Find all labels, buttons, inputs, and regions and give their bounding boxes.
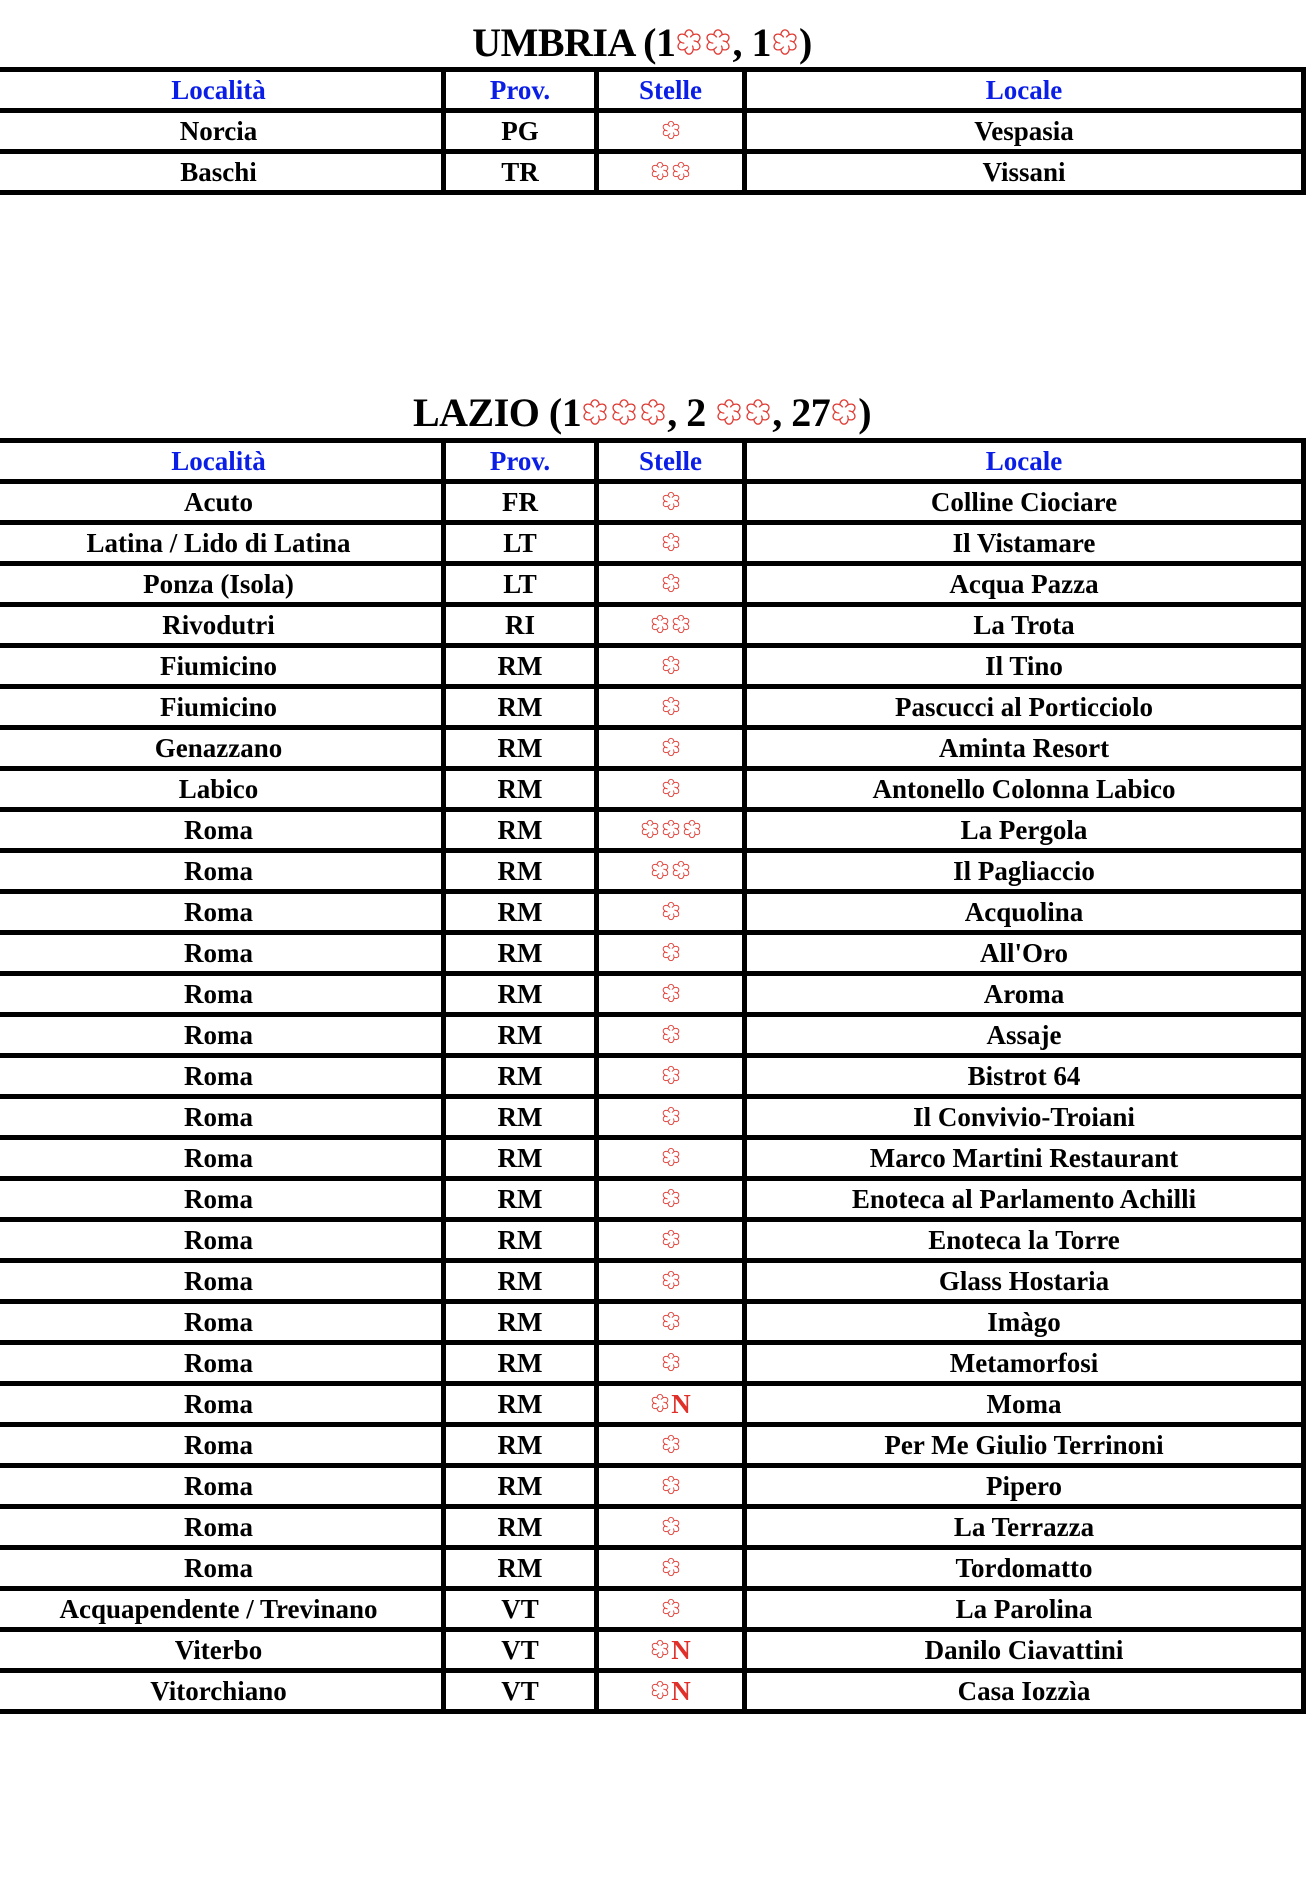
michelin-star-icon — [661, 1065, 681, 1085]
cell-stelle — [597, 564, 745, 605]
star-count: 2 — [686, 390, 716, 435]
cell-prov: RM — [444, 1548, 597, 1589]
cell-locale: La Trota — [745, 605, 1304, 646]
cell-stelle — [597, 1589, 745, 1630]
star-rating — [650, 614, 691, 634]
star-rating — [661, 491, 681, 511]
column-header-stelle: Stelle — [597, 70, 745, 111]
cell-prov: RM — [444, 687, 597, 728]
cell-localita: Roma — [0, 1548, 444, 1589]
cell-prov: TR — [444, 152, 597, 193]
table-row — [0, 1425, 1304, 1466]
cell-prov: PG — [444, 111, 597, 152]
cell-stelle — [597, 1671, 745, 1712]
cell-prov: RM — [444, 769, 597, 810]
star-rating — [661, 655, 681, 675]
michelin-star-icon — [640, 819, 660, 839]
michelin-star-icon — [744, 398, 772, 426]
cell-locale: La Terrazza — [745, 1507, 1304, 1548]
michelin-star-icon — [650, 614, 670, 634]
table-row — [0, 605, 1304, 646]
cell-locale: Acquolina — [745, 892, 1304, 933]
star-count: 1 — [655, 20, 676, 65]
cell-prov: VT — [444, 1589, 597, 1630]
table-row — [0, 1384, 1304, 1425]
cell-prov: RM — [444, 728, 597, 769]
cell-localita: Labico — [0, 769, 444, 810]
cell-stelle — [597, 1261, 745, 1302]
cell-locale: Imàgo — [745, 1302, 1304, 1343]
star-rating — [771, 28, 799, 56]
cell-locale: Vespasia — [745, 111, 1304, 152]
table-row — [0, 810, 1304, 851]
michelin-star-icon — [661, 1352, 681, 1372]
michelin-star-icon — [661, 1475, 681, 1495]
star-rating — [661, 532, 681, 552]
table-row — [0, 1343, 1304, 1384]
table-row — [0, 1179, 1304, 1220]
star-rating — [661, 1188, 681, 1208]
table-row — [0, 1220, 1304, 1261]
table-row — [0, 1630, 1304, 1671]
cell-stelle — [597, 1097, 745, 1138]
table-row — [0, 1466, 1304, 1507]
cell-locale: Il Tino — [745, 646, 1304, 687]
cell-locale: Per Me Giulio Terrinoni — [745, 1425, 1304, 1466]
cell-localita: Roma — [0, 974, 444, 1015]
table-row — [0, 482, 1304, 523]
cell-stelle — [597, 1179, 745, 1220]
star-rating — [661, 1434, 681, 1454]
cell-prov: RM — [444, 1384, 597, 1425]
michelin-star-icon — [661, 901, 681, 921]
table-row — [0, 111, 1304, 152]
cell-localita: Roma — [0, 810, 444, 851]
michelin-star-icon — [650, 1393, 670, 1413]
star-rating — [661, 1352, 681, 1372]
michelin-star-icon — [661, 1024, 681, 1044]
michelin-star-icon — [830, 398, 858, 426]
table-row — [0, 687, 1304, 728]
table-row — [0, 1015, 1304, 1056]
cell-prov: RM — [444, 1343, 597, 1384]
section-title-lazio: LAZIO (1 , 2 , 27 ) — [412, 390, 872, 435]
cell-prov: RI — [444, 605, 597, 646]
table-row — [0, 1056, 1304, 1097]
cell-localita: Roma — [0, 1179, 444, 1220]
column-header-locale: Locale — [745, 70, 1304, 111]
michelin-star-icon — [675, 28, 703, 56]
star-rating — [661, 1024, 681, 1044]
table-row — [0, 769, 1304, 810]
michelin-star-icon — [661, 819, 681, 839]
cell-locale: Acqua Pazza — [745, 564, 1304, 605]
column-header-prov: Prov. — [444, 441, 597, 482]
cell-localita: Roma — [0, 1507, 444, 1548]
table-row — [0, 851, 1304, 892]
cell-prov: RM — [444, 974, 597, 1015]
cell-localita: Roma — [0, 1302, 444, 1343]
michelin-star-icon — [610, 398, 638, 426]
cell-stelle — [597, 1056, 745, 1097]
cell-prov: RM — [444, 1097, 597, 1138]
cell-stelle — [597, 769, 745, 810]
star-rating — [661, 983, 681, 1003]
star-rating — [650, 1680, 670, 1700]
cell-stelle — [597, 892, 745, 933]
star-rating — [661, 1598, 681, 1618]
column-header-locale: Locale — [745, 441, 1304, 482]
michelin-star-icon — [650, 1680, 670, 1700]
michelin-star-icon — [661, 120, 681, 140]
michelin-star-icon — [661, 778, 681, 798]
cell-prov: RM — [444, 1302, 597, 1343]
cell-prov: RM — [444, 1507, 597, 1548]
cell-locale: La Pergola — [745, 810, 1304, 851]
table-header-row — [0, 441, 1304, 482]
star-rating — [661, 696, 681, 716]
michelin-star-icon — [661, 737, 681, 757]
star-count: 1 — [561, 390, 582, 435]
cell-locale: Moma — [745, 1384, 1304, 1425]
cell-localita: Roma — [0, 1261, 444, 1302]
cell-prov: RM — [444, 1056, 597, 1097]
cell-stelle — [597, 1548, 745, 1589]
cell-localita: Roma — [0, 892, 444, 933]
cell-stelle — [597, 1220, 745, 1261]
cell-localita: Ponza (Isola) — [0, 564, 444, 605]
cell-localita: Genazzano — [0, 728, 444, 769]
table-row — [0, 1302, 1304, 1343]
cell-locale: Pascucci al Porticciolo — [745, 687, 1304, 728]
michelin-star-icon — [661, 1229, 681, 1249]
cell-stelle — [597, 728, 745, 769]
michelin-star-icon — [661, 655, 681, 675]
cell-stelle — [597, 1302, 745, 1343]
michelin-star-icon — [650, 161, 670, 181]
michelin-star-icon — [581, 398, 609, 426]
cell-locale: Il Convivio-Troiani — [745, 1097, 1304, 1138]
cell-prov: RM — [444, 646, 597, 687]
cell-stelle — [597, 851, 745, 892]
michelin-star-icon — [671, 614, 691, 634]
cell-localita: Acuto — [0, 482, 444, 523]
michelin-star-icon — [715, 398, 743, 426]
table-row — [0, 523, 1304, 564]
michelin-star-icon — [661, 1516, 681, 1536]
cell-prov: RM — [444, 1220, 597, 1261]
star-rating — [661, 1557, 681, 1577]
table-row — [0, 1548, 1304, 1589]
star-count: 1 — [751, 20, 771, 65]
michelin-star-icon — [704, 28, 732, 56]
cell-stelle — [597, 482, 745, 523]
star-rating — [661, 1147, 681, 1167]
column-header-stelle: Stelle — [597, 441, 745, 482]
cell-localita: Fiumicino — [0, 687, 444, 728]
cell-localita: Fiumicino — [0, 646, 444, 687]
cell-localita: Roma — [0, 1220, 444, 1261]
michelin-star-icon — [661, 573, 681, 593]
star-rating — [715, 398, 772, 426]
michelin-star-icon — [682, 819, 702, 839]
michelin-star-icon — [661, 983, 681, 1003]
cell-prov: LT — [444, 523, 597, 564]
region-name: LAZIO — [412, 390, 540, 435]
cell-locale: Casa Iozzìa — [745, 1671, 1304, 1712]
cell-stelle — [597, 152, 745, 193]
michelin-star-icon — [661, 1311, 681, 1331]
table-row — [0, 1261, 1304, 1302]
cell-prov: VT — [444, 1630, 597, 1671]
cell-prov: RM — [444, 851, 597, 892]
cell-prov: RM — [444, 1261, 597, 1302]
cell-locale: Enoteca la Torre — [745, 1220, 1304, 1261]
michelin-star-icon — [661, 1557, 681, 1577]
column-header-prov: Prov. — [444, 70, 597, 111]
table-header-row — [0, 70, 1304, 111]
michelin-star-icon — [671, 161, 691, 181]
table-row — [0, 1589, 1304, 1630]
cell-locale: Tordomatto — [745, 1548, 1304, 1589]
cell-localita: Roma — [0, 1384, 444, 1425]
table-row — [0, 933, 1304, 974]
star-rating — [830, 398, 858, 426]
cell-stelle — [597, 1138, 745, 1179]
star-rating — [661, 1516, 681, 1536]
cell-localita: Roma — [0, 1015, 444, 1056]
star-rating — [675, 28, 732, 56]
table-row — [0, 892, 1304, 933]
cell-locale: Marco Martini Restaurant — [745, 1138, 1304, 1179]
star-rating — [661, 573, 681, 593]
michelin-star-icon — [661, 1434, 681, 1454]
cell-localita: Roma — [0, 1466, 444, 1507]
cell-locale: Vissani — [745, 152, 1304, 193]
column-header-localita: Località — [0, 70, 444, 111]
cell-stelle — [597, 111, 745, 152]
cell-localita: Roma — [0, 1097, 444, 1138]
cell-stelle — [597, 1466, 745, 1507]
michelin-star-icon — [661, 942, 681, 962]
cell-stelle — [597, 646, 745, 687]
restaurant-table-lazio — [0, 438, 1306, 1714]
cell-stelle — [597, 1015, 745, 1056]
star-rating — [661, 1229, 681, 1249]
star-rating — [581, 398, 667, 426]
cell-locale: Aroma — [745, 974, 1304, 1015]
cell-stelle — [597, 933, 745, 974]
cell-locale: Pipero — [745, 1466, 1304, 1507]
table-row — [0, 564, 1304, 605]
cell-prov: RM — [444, 1015, 597, 1056]
star-rating — [661, 1065, 681, 1085]
cell-locale: La Parolina — [745, 1589, 1304, 1630]
cell-locale: Il Pagliaccio — [745, 851, 1304, 892]
cell-localita: Latina / Lido di Latina — [0, 523, 444, 564]
cell-locale: Enoteca al Parlamento Achilli — [745, 1179, 1304, 1220]
cell-stelle — [597, 687, 745, 728]
star-rating — [661, 737, 681, 757]
cell-locale: Assaje — [745, 1015, 1304, 1056]
michelin-star-icon — [661, 1598, 681, 1618]
cell-locale: Colline Ciociare — [745, 482, 1304, 523]
cell-localita: Roma — [0, 851, 444, 892]
cell-localita: Roma — [0, 1056, 444, 1097]
cell-locale: All'Oro — [745, 933, 1304, 974]
cell-stelle — [597, 1425, 745, 1466]
cell-locale: Antonello Colonna Labico — [745, 769, 1304, 810]
cell-stelle — [597, 1507, 745, 1548]
star-rating — [650, 161, 691, 181]
star-rating — [661, 1106, 681, 1126]
restaurant-table-umbria — [0, 67, 1306, 195]
cell-stelle — [597, 1343, 745, 1384]
michelin-star-icon — [650, 860, 670, 880]
new-badge: N — [671, 1676, 691, 1706]
cell-prov: RM — [444, 1425, 597, 1466]
cell-prov: RM — [444, 892, 597, 933]
column-header-localita: Località — [0, 441, 444, 482]
cell-locale: Il Vistamare — [745, 523, 1304, 564]
cell-stelle — [597, 1384, 745, 1425]
table-row — [0, 152, 1304, 193]
cell-localita: Norcia — [0, 111, 444, 152]
cell-localita: Roma — [0, 933, 444, 974]
cell-locale: Metamorfosi — [745, 1343, 1304, 1384]
cell-localita: Rivodutri — [0, 605, 444, 646]
michelin-star-icon — [771, 28, 799, 56]
new-badge: N — [671, 1389, 691, 1419]
star-rating — [661, 1270, 681, 1290]
cell-localita: Roma — [0, 1343, 444, 1384]
star-rating — [650, 860, 691, 880]
new-badge: N — [671, 1635, 691, 1665]
cell-prov: VT — [444, 1671, 597, 1712]
star-rating — [661, 901, 681, 921]
table-row — [0, 728, 1304, 769]
star-rating — [650, 1393, 670, 1413]
cell-stelle — [597, 1630, 745, 1671]
star-count: 27 — [791, 390, 831, 435]
table-row — [0, 1671, 1304, 1712]
cell-prov: RM — [444, 1466, 597, 1507]
cell-localita: Roma — [0, 1138, 444, 1179]
cell-prov: FR — [444, 482, 597, 523]
cell-locale: Danilo Ciavattini — [745, 1630, 1304, 1671]
star-rating — [661, 120, 681, 140]
michelin-star-icon — [639, 398, 667, 426]
cell-locale: Glass Hostaria — [745, 1261, 1304, 1302]
cell-locale: Aminta Resort — [745, 728, 1304, 769]
star-rating — [661, 778, 681, 798]
table-row — [0, 1138, 1304, 1179]
michelin-star-icon — [661, 1147, 681, 1167]
cell-localita: Baschi — [0, 152, 444, 193]
table-row — [0, 1507, 1304, 1548]
michelin-star-icon — [661, 1106, 681, 1126]
cell-localita: Vitorchiano — [0, 1671, 444, 1712]
cell-prov: RM — [444, 1179, 597, 1220]
cell-stelle — [597, 605, 745, 646]
michelin-star-icon — [671, 860, 691, 880]
table-row — [0, 646, 1304, 687]
section-title-umbria: UMBRIA (1 , 1 ) — [472, 20, 812, 65]
star-rating — [661, 1311, 681, 1331]
cell-prov: RM — [444, 1138, 597, 1179]
cell-prov: RM — [444, 810, 597, 851]
michelin-star-icon — [661, 532, 681, 552]
star-rating — [661, 1475, 681, 1495]
table-row — [0, 974, 1304, 1015]
cell-stelle — [597, 523, 745, 564]
star-rating — [661, 942, 681, 962]
cell-stelle — [597, 810, 745, 851]
cell-localita: Acquapendente / Trevinano — [0, 1589, 444, 1630]
michelin-star-icon — [661, 696, 681, 716]
cell-prov: LT — [444, 564, 597, 605]
region-name: UMBRIA — [472, 20, 634, 65]
michelin-star-icon — [661, 1188, 681, 1208]
table-row — [0, 1097, 1304, 1138]
michelin-star-icon — [650, 1639, 670, 1659]
cell-stelle — [597, 974, 745, 1015]
star-rating — [650, 1639, 670, 1659]
cell-localita: Viterbo — [0, 1630, 444, 1671]
michelin-star-icon — [661, 491, 681, 511]
michelin-star-icon — [661, 1270, 681, 1290]
cell-localita: Roma — [0, 1425, 444, 1466]
cell-prov: RM — [444, 933, 597, 974]
cell-locale: Bistrot 64 — [745, 1056, 1304, 1097]
star-rating — [640, 819, 702, 839]
